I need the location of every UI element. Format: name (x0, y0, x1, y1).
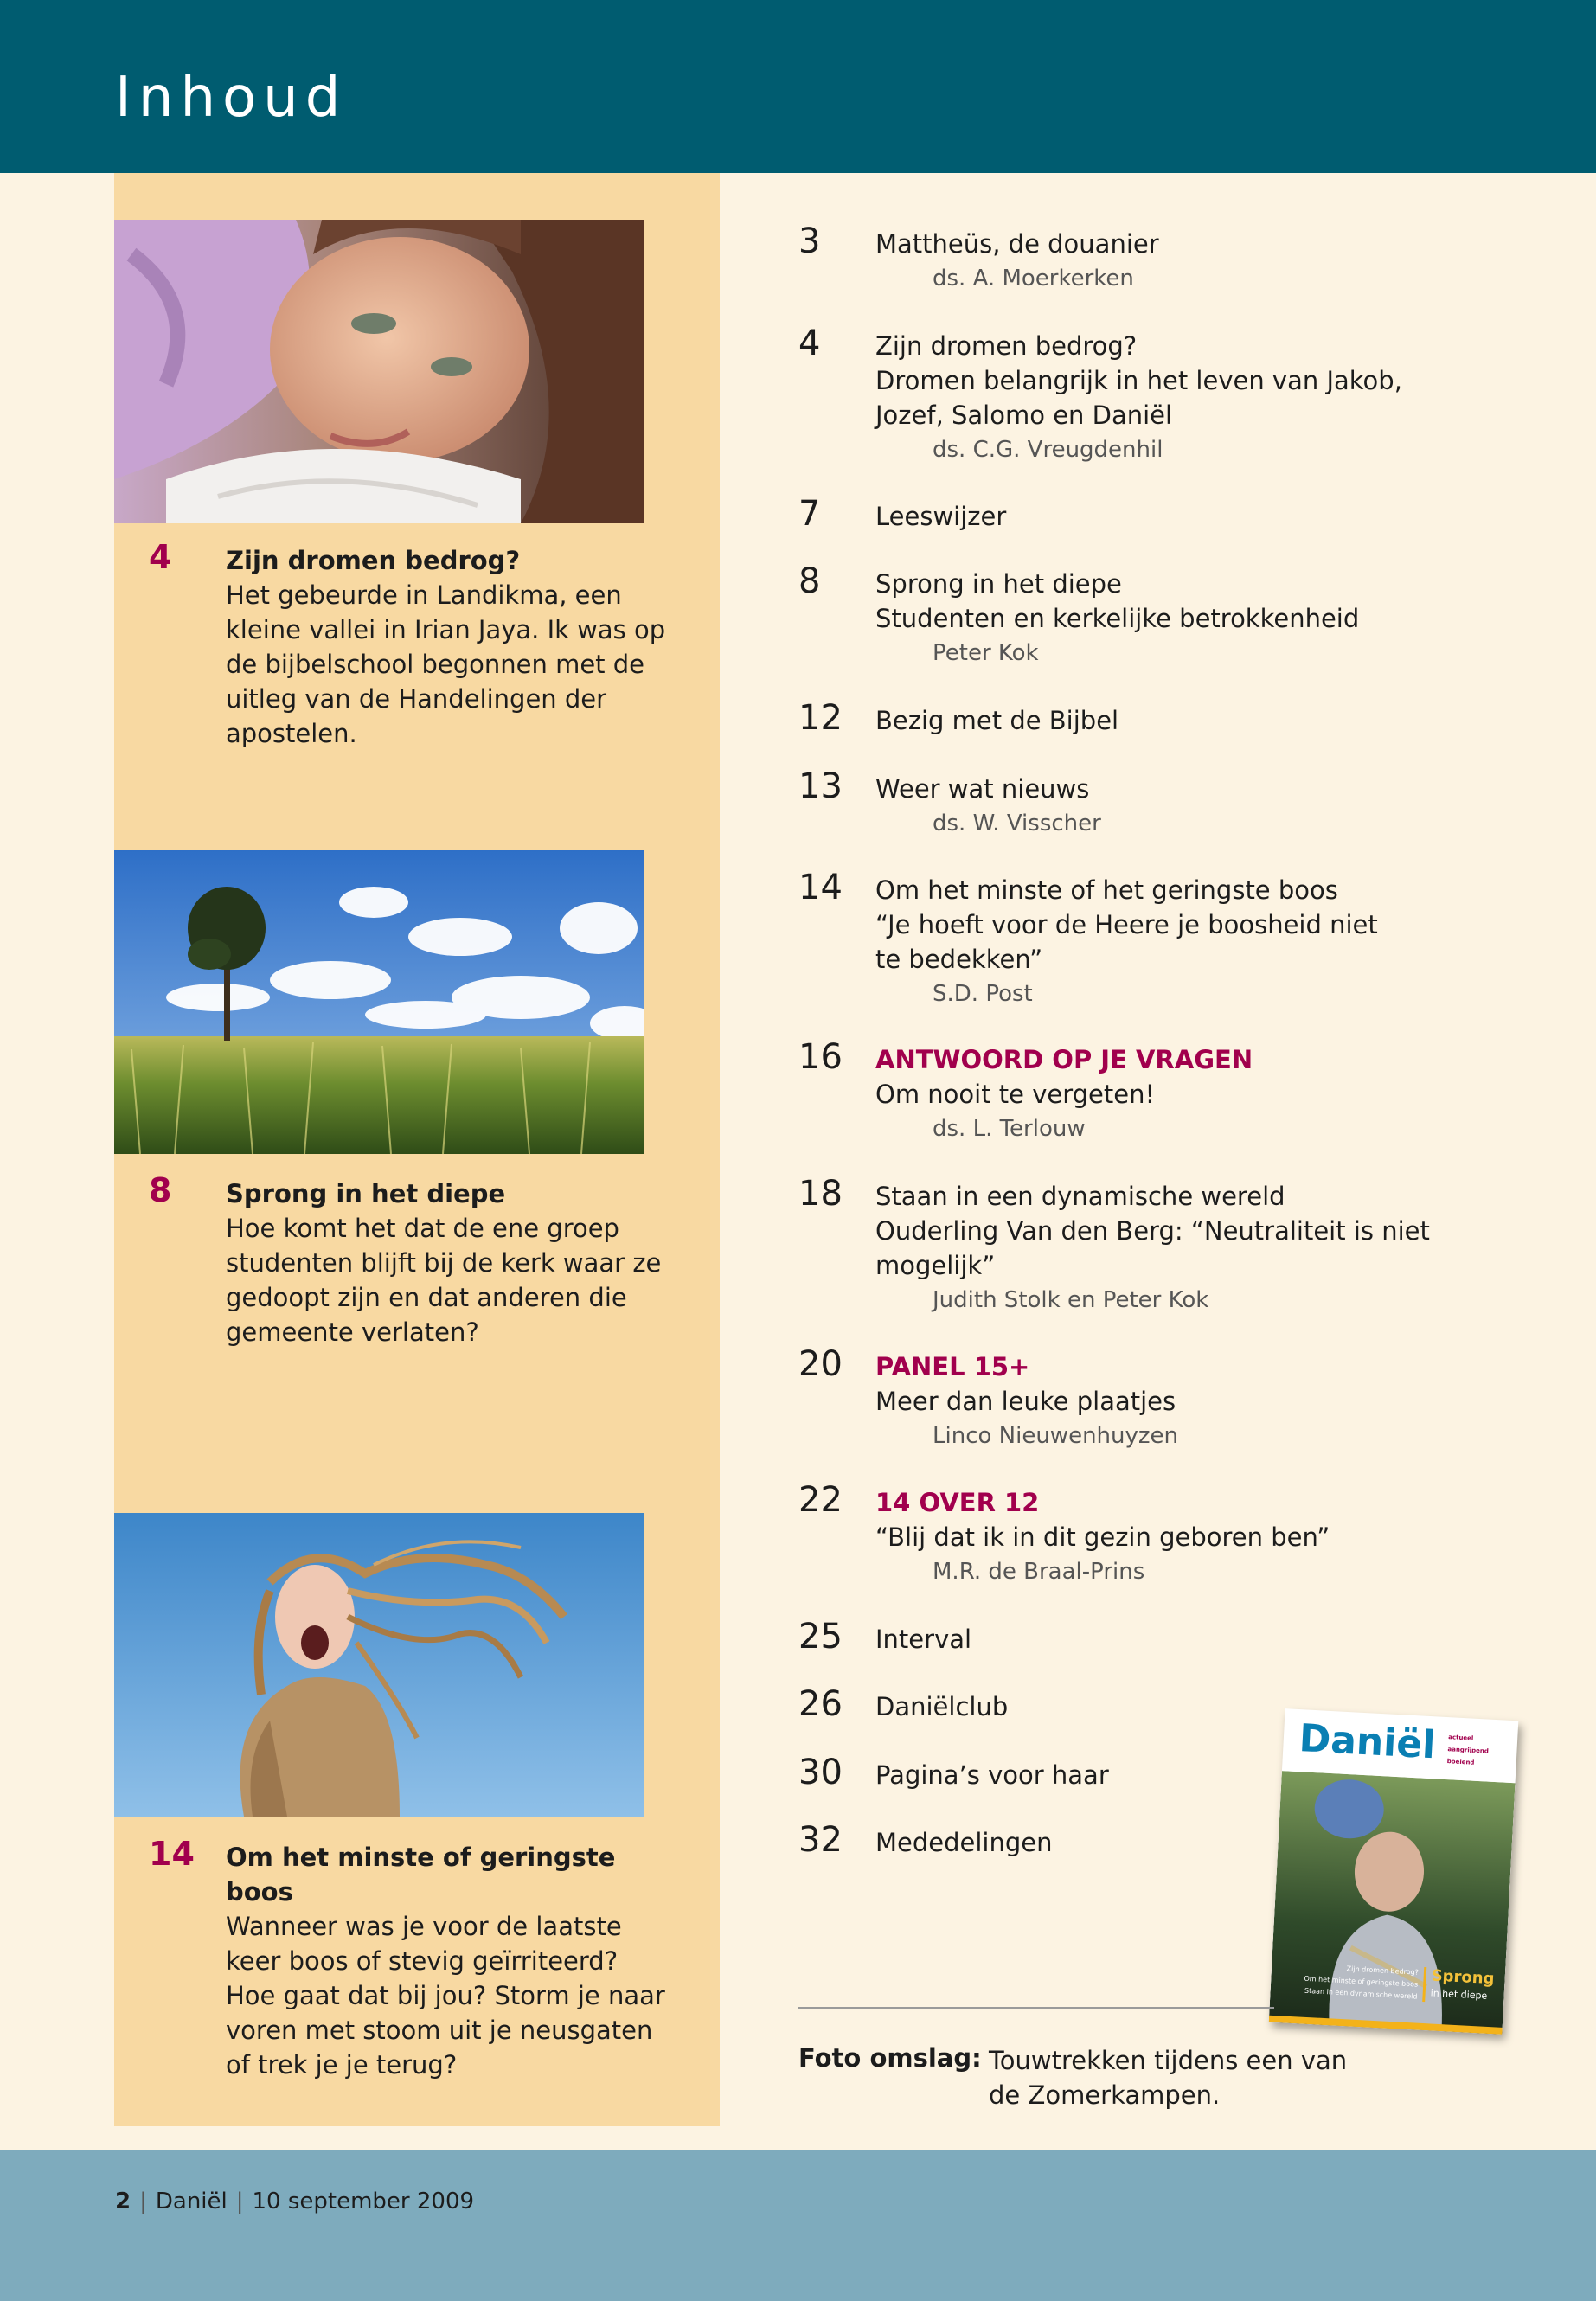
feature-line: Wanneer was je voor de laatste (226, 1912, 622, 1941)
toc-lines (875, 227, 1481, 296)
toc-lines (875, 1622, 1481, 1657)
footer-band (0, 2150, 1596, 2301)
magazine-cover-thumbnail (1269, 1708, 1519, 2035)
cover-photo-label: Foto omslag: (798, 2043, 982, 2073)
toc-lines (875, 1179, 1481, 1317)
cover-tag: aangrijpend (1447, 1746, 1490, 1755)
toc-title: Weer wat nieuws (875, 774, 1090, 804)
toc-title: Studenten en kerkelijke betrokkenheid (875, 604, 1360, 633)
toc-page-number: 30 (798, 1753, 843, 1792)
feature-page-number: 4 (149, 538, 172, 576)
toc-title: Om nooit te vergeten! (875, 1080, 1156, 1109)
feature-line: kleine vallei in Irian Jaya. Ik was op (226, 615, 666, 644)
cover-teaser: Om het minste of geringste boos (1304, 1974, 1419, 1989)
toc-title: Pagina’s voor haar (875, 1760, 1109, 1790)
cover-photo-caption (989, 2043, 1352, 2112)
feature-line: Hoe gaat dat bij jou? Storm je naar (226, 1981, 665, 2010)
feature-line: apostelen. (226, 719, 357, 748)
toc-author: Linco Nieuwenhuyzen (933, 1423, 1179, 1449)
feature-line: Het gebeurde in Landikma, een (226, 580, 622, 610)
feature-page-number: 8 (149, 1171, 172, 1209)
toc-kicker: 14 OVER 12 (875, 1488, 1040, 1517)
footer-separator: | (139, 2189, 147, 2214)
cover-feature (1422, 1967, 1501, 2006)
toc-page-number: 16 (798, 1037, 843, 1077)
cover-teasers (1287, 1960, 1419, 2003)
toc-author: ds. L. Terlouw (933, 1116, 1086, 1142)
toc-author: S.D. Post (933, 981, 1033, 1007)
toc-title: “Blij dat ik in dit gezin geboren ben” (875, 1522, 1330, 1552)
toc-page-number: 7 (798, 494, 821, 534)
footer-magazine: Daniël (155, 2189, 228, 2214)
toc-author: ds. C.G. Vreugdenhil (933, 437, 1163, 463)
toc-title: Ouderling Van den Berg: “Neutraliteit is niet (875, 1216, 1430, 1246)
feature-line: gedoopt zijn en dat anderen die (226, 1283, 627, 1312)
toc-lines (875, 1042, 1481, 1146)
cover-feature-subtitle: in het diepe (1430, 1987, 1488, 2002)
cover-tag: actueel (1448, 1734, 1474, 1742)
toc-kicker: ANTWOORD OP JE VRAGEN (875, 1045, 1253, 1074)
toc-title: mogelijk” (875, 1251, 996, 1280)
toc-author: ds. A. Moerkerken (933, 266, 1134, 292)
toc-author: Judith Stolk en Peter Kok (933, 1287, 1209, 1313)
feature-page-number: 14 (149, 1835, 195, 1873)
toc-title: Om het minste of het geringste boos (875, 875, 1338, 905)
footer-date: 10 september 2009 (252, 2189, 475, 2214)
toc-title: Sprong in het diepe (875, 569, 1122, 599)
toc-title: Mededelingen (875, 1828, 1053, 1857)
toc-lines (875, 1485, 1481, 1589)
toc-page-number: 13 (798, 766, 843, 806)
toc-page-number: 20 (798, 1344, 843, 1384)
toc-title: Staan in een dynamische wereld (875, 1182, 1285, 1211)
toc-author: ds. W. Visscher (933, 811, 1101, 836)
photo-screaming-girl (114, 1513, 644, 1817)
feature-title: Zijn dromen bedrog? (226, 546, 521, 575)
cover-teaser: Zijn dromen bedrog? (1346, 1965, 1420, 1977)
feature-title: Sprong in het diepe (226, 1179, 506, 1208)
toc-author: M.R. de Braal-Prins (933, 1559, 1145, 1585)
feature-body (226, 543, 667, 751)
feature-title: Om het minste of geringste boos (226, 1843, 616, 1907)
cover-tags (1446, 1731, 1490, 1769)
toc-kicker: PANEL 15+ (875, 1352, 1030, 1381)
toc-page-number: 18 (798, 1174, 843, 1214)
toc-title: Leeswijzer (875, 502, 1007, 531)
toc-title: Daniëlclub (875, 1692, 1009, 1721)
cover-teaser: Staan in een dynamische wereld (1304, 1986, 1418, 2001)
feature-line: voren met stoom uit je neusgaten (226, 2016, 653, 2045)
toc-page-number: 26 (798, 1684, 843, 1724)
feature-line: gemeente verlaten? (226, 1317, 479, 1347)
caption-line: de Zomerkampen. (989, 2080, 1221, 2110)
toc-page-number: 25 (798, 1617, 843, 1657)
toc-lines (875, 703, 1481, 738)
toc-page-number: 4 (798, 324, 821, 363)
toc-title: Interval (875, 1625, 972, 1654)
footer-separator: | (235, 2189, 244, 2214)
toc-title: “Je hoeft voor de Heere je boosheid niet (875, 910, 1378, 939)
feature-line: keer boos of stevig geïrriteerd? (226, 1946, 619, 1976)
toc-title: Bezig met de Bijbel (875, 706, 1119, 735)
feature-line: studenten blijft bij de kerk waar ze (226, 1248, 662, 1278)
feature-body (226, 1840, 667, 2082)
toc-title: Jozef, Salomo en Daniël (875, 401, 1173, 430)
toc-page-number: 32 (798, 1820, 843, 1860)
toc-lines (875, 567, 1481, 670)
caption-line: Touwtrekken tijdens een van (989, 2046, 1348, 2075)
feature-line: of trek je je terug? (226, 2050, 458, 2080)
page-title: Inhoud (115, 66, 348, 130)
divider-line (798, 2007, 1274, 2009)
toc-page-number: 8 (798, 561, 821, 601)
footer-info (115, 2189, 474, 2214)
feature-body (226, 1176, 667, 1349)
cover-title: Daniël (1298, 1716, 1437, 1768)
toc-page-number: 12 (798, 698, 843, 738)
toc-lines (875, 1349, 1481, 1453)
cover-feature-title: Sprong (1431, 1966, 1496, 1989)
photo-cornfield-sky (114, 850, 644, 1154)
photo-girl-pillow (114, 220, 644, 523)
toc-title: Mattheüs, de douanier (875, 229, 1159, 259)
toc-title: te bedekken” (875, 945, 1043, 974)
toc-page-number: 14 (798, 868, 843, 907)
toc-lines (875, 499, 1481, 534)
feature-line: Hoe komt het dat de ene groep (226, 1214, 619, 1243)
feature-line: de bijbelschool begonnen met de (226, 650, 645, 679)
toc-lines (875, 873, 1481, 1011)
cover-tag: boeiend (1446, 1758, 1475, 1766)
toc-page-number: 22 (798, 1480, 843, 1520)
feature-line: uitleg van de Handelingen der (226, 684, 607, 714)
toc-page-number: 3 (798, 221, 821, 261)
toc-author: Peter Kok (933, 640, 1039, 666)
footer-page-number: 2 (115, 2189, 131, 2214)
toc-title: Dromen belangrijk in het leven van Jakob, (875, 366, 1402, 395)
toc-lines (875, 772, 1481, 841)
toc-lines (875, 329, 1481, 467)
header-band (0, 0, 1596, 173)
toc-title: Meer dan leuke plaatjes (875, 1387, 1176, 1416)
toc-title: Zijn dromen bedrog? (875, 331, 1138, 361)
